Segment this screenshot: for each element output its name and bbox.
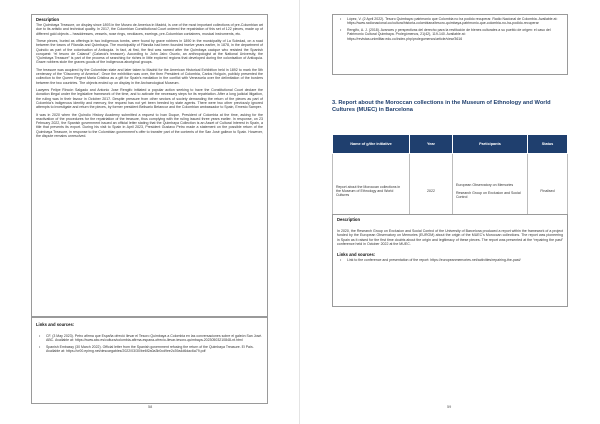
paragraph: The treasure was acquired by the Colombian state and later taken to Madrid for the American Historical Exhibition held in 1892 to mark the 5th centenary of the “Discovery of America”. Once the exhibition was over, the then President of Colombia, Carlos Holguín, publicly presented the collection to the Queen Regent Maria Cristina as a gift for Spain’s mediation in the conflict with Venezuela over the delimitation of the borders between the two countries. The objects ended up on display in the Archaeological Museum.	[36, 67, 263, 85]
col-header-participants: Participants	[453, 135, 528, 154]
table-header-row	[333, 135, 568, 154]
page-number-right: 59	[447, 405, 452, 409]
list-item[interactable]: • López, V. (2 April 2022). Tesoro Quimbaya: patrimonio que Colombia no ha podido recuperar. Radio Nacional de Colombia. Available at: https://www.radionacional.co/cultura/historia-colombiana/tesoro-quimbaya-patrimonio-que-colombia-no-ha-podido-recuperar	[347, 17, 563, 26]
paragraph: The Quimbaya Treasure, on display since 1893 in the Museo de America in Madrid, is one of the most important collections of pre-Columbian art due to its artistic and technical quality. In 2017, the Colombian Constitutional Court ordered the repatriation of this set of 122 pieces, made up of different gold objects – headdresses, vessels, nose rings, necklaces, earrings, pre-Columbian containers, musical instruments, etc.	[36, 23, 263, 36]
list-item[interactable]: • CF. (3 May 2023). Petro afirma que España ofreció llevar el Tesoro Quimbaya a Colombia en las conversaciones sobre el galeón San José. ABC. Available at: https://www.abc.es/cultura/colombia-afirma-espana-ofrecio-llevar-tesoro-quimbaya-20230503210848-nt.html	[46, 334, 263, 343]
list-item[interactable]: • Rengifo, A. J. (2018). Avances y perspectivas del derecho para la restitución de bienes culturales a su pueblo de origen: el caso del Patrimonio Cultural Quimbaya. Prolegómenos, 21(42), 119-140. Available at: https://revistas.unimilitar.edu.co/index.php/prolegomenos/article/view/3616	[347, 28, 563, 41]
description-heading: Description	[337, 217, 361, 222]
paragraph: In 2020, the Research Group on Exclusion and Social Control of the University of Barcelona produced a report within the framework of a project funded by the European Observatory on Memories (EUROM) about the origin of the MUEC’s Moroccan collections. The report was pioneering in Spain as it raised for the first time doubts about the origin and legitimacy of these pieces. The report was presented at the “repairing the past” conference held in October 2022 at the MUEC.	[337, 229, 563, 246]
description-box-left	[31, 14, 268, 317]
links-list	[36, 334, 263, 354]
col-header-year: Year	[410, 135, 453, 154]
section-title: 3. Report about the Moroccan collections in the Museum of Ethnology and World Cultures (MUEC) in Barcelona	[332, 100, 551, 113]
page-gutter	[299, 0, 300, 424]
links-heading: Links and sources:	[337, 252, 376, 257]
description-box-right	[332, 214, 568, 307]
list-item[interactable]: • Link to the conference and presentation of the report: https://europeanmemories.net/activities/repairing-the-past/	[347, 258, 563, 262]
col-header-name: Name of g/the initiative	[333, 135, 410, 154]
participant: Research Group on Exclusion and Social Control	[456, 190, 521, 200]
cell-name: Report about the Moroccan collections in the Museum of Ethnology and World Cultures	[333, 154, 410, 229]
paragraph: These pieces, buried as offerings in two indigenous tombs, were found by grave robbers in 1890 in the municipality of La Soledad, on a road between the towns of Filandia and Quimbaya. The municipality of Filandia had been founded twelve years earlier, in 1878, in the department of Quindío as part of the colonisation of Antioquia. In fact, at first, the find was named after the Quimbaya cacique who resisted the Spanish conquest: “el tesoro de Calarcá” (Calarcá’s treasure). According to John Jairo Osorio, an anthropologist at the National University, the “Quimbaya Treasure” is part of the process of searching for riches in little explored regions that developed during the colonisation of Antioquia. Grave robbers stole the graves goods of the indigenous aboriginal groups.	[36, 39, 263, 65]
links-heading: Links and sources:	[36, 322, 75, 327]
col-header-status: Status	[528, 135, 568, 154]
description-heading: Description	[36, 17, 60, 22]
paragraph: It was in 2020 when the Quindío History Academy submitted a request to Ivan Duque, President of Colombia at the time, asking for the reactivation of the procedures for the repatriation of the treasure, thus complying with the ruling issued three years earlier. In response, on 23 February 2022, the Spanish government issued an official letter stating that the Quimbaya Collection is an Asset of Cultural Interest in Spain, a title that prevents its export. During his visit to Spain in April 2023, President Gustavo Petro made a statement on the possible return of the Quimbaya Treasure, in response to the Colombian government’s offer to transfer part of the contents of the San José galleon to Spain. However, the dispute remains unresolved.	[36, 112, 263, 138]
paragraph: Lawyers Felipe Rincón Salgado and Antonio Jose Rengifo initiated a popular action seeking to have the Constitutional Court declare the donation illegal under the legislative framework of the time, and to activate the necessary steps for its repatriation. After a long judicial litigation, the ruling was in their favour in October 2017. Despite pressure from other sectors of society demanding the return of the pieces as part of Colombia’s indigenous identity and memory, the request has not yet been heeded by state agents. There were two other previously ignored attempts to investigate and return the pieces, by former president Belisario Betancur and the Colombian ambassador to Spain, Ernesto Samper.	[36, 88, 263, 110]
page-number-left: 58	[148, 405, 153, 409]
links-list	[337, 258, 563, 262]
cell-year: 2022	[410, 154, 453, 229]
links-box-right-top	[332, 14, 568, 75]
list-item[interactable]: • Spanish Embassy (30 March 2022). Official letter from the Spanish government refusing the return of the Quimbaya Treasure. El País. Available at: https://cr00.epimg.net/descargables/2022/03/30/be6f2a0a3b0cd9ee2c39a4d6dac6a79.pdf	[46, 345, 263, 354]
participant: European Observatory on Memories	[456, 182, 514, 187]
links-list	[337, 17, 563, 41]
cell-status: Finalised	[528, 154, 568, 229]
links-box-left	[31, 317, 268, 404]
